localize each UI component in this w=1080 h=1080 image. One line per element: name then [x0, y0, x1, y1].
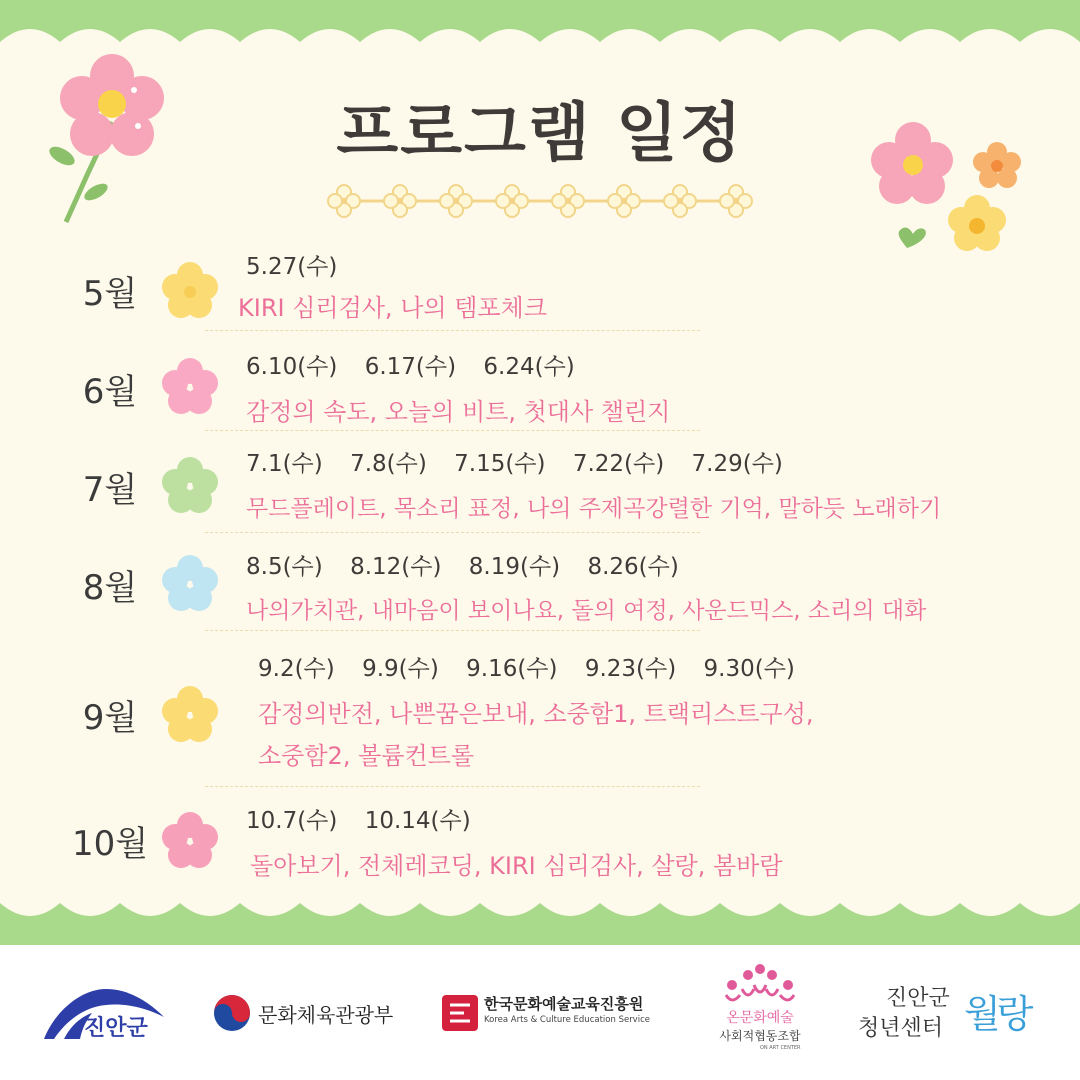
- dates-september: [258, 650, 815, 683]
- date-item: 8.26(수): [587, 554, 679, 580]
- date-item: 7.22(수): [572, 451, 665, 477]
- mcst-logo-text: 문화체육관광부: [258, 1003, 394, 1027]
- arte-mark-icon: [442, 995, 478, 1031]
- activities-september-line2: 소중함2, 볼륨컨트롤: [258, 742, 474, 770]
- date-item: 5.27(수): [246, 254, 338, 280]
- blue-flower-icon: [160, 553, 220, 613]
- activities-july: 무드플레이트, 목소리 표정, 나의 주제곡강렬한 기억, 말하듯 노래하기: [246, 496, 942, 522]
- date-item: 8.5(수): [246, 554, 323, 580]
- dates-july: [246, 445, 803, 478]
- date-item: 9.2(수): [258, 656, 335, 682]
- yellow-flower-icon: [160, 684, 220, 744]
- mcst-logo: [212, 993, 412, 1033]
- on-art-text-en: ON ART CENTER: [760, 1045, 801, 1051]
- taegeuk-icon: [212, 993, 252, 1033]
- people-cheer-icon: [700, 963, 820, 1007]
- dates-august: [246, 548, 699, 581]
- pink-flower-icon: [160, 810, 220, 870]
- on-art-text-line2: 사회적협동조합: [719, 1029, 801, 1043]
- date-item: 7.8(수): [350, 451, 427, 477]
- date-item: 7.29(수): [691, 451, 783, 477]
- row-divider: [205, 330, 700, 331]
- row-divider: [205, 532, 700, 533]
- month-label-may: 5월: [82, 274, 138, 314]
- jinan-county-logo: [40, 983, 170, 1043]
- arte-logo-text-en: Korea Arts & Culture Education Service: [484, 1015, 650, 1025]
- date-item: 6.17(수): [364, 354, 457, 380]
- arte-logo-text-kr: 한국문화예술교육진흥원: [484, 995, 644, 1013]
- sponsor-footer: [0, 945, 1080, 1080]
- pink-flower-icon: [160, 356, 220, 416]
- date-item: 6.10(수): [246, 354, 338, 380]
- activities-may: KIRI 심리검사, 나의 템포체크: [238, 294, 547, 322]
- date-item: 8.19(수): [468, 554, 561, 580]
- row-divider: [205, 786, 700, 787]
- activities-june: 감정의 속도, 오늘의 비트, 첫대사 챌린지: [246, 398, 671, 426]
- on-art-text-line1: 온문화예술: [726, 1010, 794, 1026]
- dates-june: [246, 348, 595, 381]
- dates-october: [246, 802, 491, 835]
- month-label-august: 8월: [82, 568, 138, 608]
- row-divider: [205, 630, 700, 631]
- on-art-coop-logo: [700, 963, 820, 1073]
- activities-august: 나의가치관, 내마음이 보이나요, 돌의 여정, 사운드믹스, 소리의 대화: [246, 598, 927, 624]
- jinan-logo-text: 진안군: [84, 1016, 148, 1041]
- date-item: 10.14(수): [364, 808, 471, 834]
- arte-logo: [442, 991, 672, 1035]
- date-item: 9.23(수): [584, 656, 677, 682]
- youth-center-text-line1: 진안군: [886, 986, 950, 1011]
- youth-center-logo: [858, 981, 1058, 1051]
- date-item: 9.9(수): [362, 656, 439, 682]
- youth-center-text-line2: 청년센터: [858, 1016, 944, 1041]
- youth-center-brand: 월랑: [964, 992, 1030, 1036]
- date-item: 9.30(수): [703, 656, 795, 682]
- date-item: 9.16(수): [466, 656, 558, 682]
- date-item: 6.24(수): [483, 354, 575, 380]
- month-label-july: 7월: [82, 470, 138, 510]
- flower-garland-divider: [320, 180, 760, 222]
- green-flower-icon: [160, 455, 220, 515]
- activities-october: 돌아보기, 전체레코딩, KIRI 심리검사, 살랑, 봄바람: [250, 852, 783, 880]
- dates-may: [246, 248, 357, 281]
- date-item: 7.1(수): [246, 451, 323, 477]
- yellow-flower-icon: [160, 260, 220, 320]
- page-title: 프로그램 일정: [336, 97, 744, 171]
- activities-september-line1: 감정의반전, 나쁜꿈은보내, 소중함1, 트랙리스트구성,: [258, 700, 814, 728]
- month-label-september: 9월: [82, 698, 138, 738]
- date-item: 8.12(수): [350, 554, 442, 580]
- date-item: 7.15(수): [454, 451, 546, 477]
- date-item: 10.7(수): [246, 808, 338, 834]
- month-label-june: 6월: [82, 372, 138, 412]
- row-divider: [205, 430, 700, 431]
- month-label-october: 10월: [71, 824, 149, 864]
